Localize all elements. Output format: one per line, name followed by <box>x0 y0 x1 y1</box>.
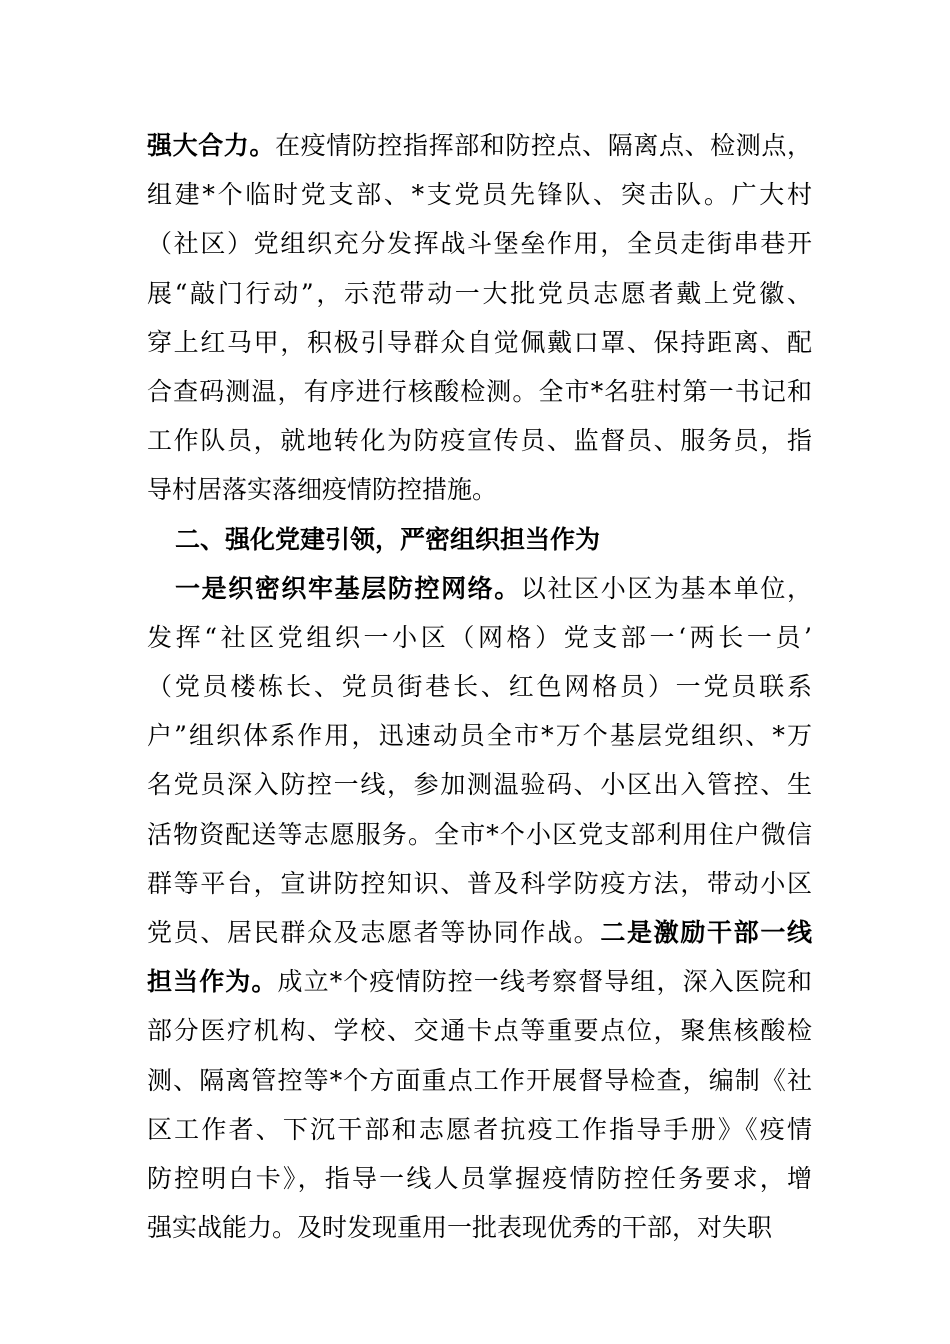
text-run: 展“敲门行动”，示范带动一大批党员志愿者戴上党徽、 <box>147 278 812 308</box>
text-run: 党员、居民群众及志愿者等协同作战。 <box>147 918 601 947</box>
text-run: 部分医疗机构、学校、交通卡点等重要点位，聚焦核酸检 <box>147 1016 812 1046</box>
text-run: 测、隔离管控等*个方面重点工作开展督导检查，编制《社 <box>147 1065 812 1095</box>
text-run: 在疫情防控指挥部和防控点、隔离点、检测点， <box>275 131 812 160</box>
bold-run: 一是织密织牢基层防控网络。 <box>175 573 521 603</box>
bold-run: 强大合力。 <box>147 131 275 160</box>
bold-run: 担当作为。 <box>147 967 278 997</box>
paragraph-1 <box>147 121 812 515</box>
text-run: 以社区小区为基本单位， <box>520 573 812 603</box>
bold-run: 二是激励干部一线 <box>600 918 812 947</box>
text-line <box>147 810 812 859</box>
text-run: 穿上红马甲，积极引导群众自觉佩戴口罩、保持距离、配 <box>147 327 812 357</box>
text-run: 区工作者、下沉干部和志愿者抗疫工作指导手册》《疫情 <box>147 1114 812 1144</box>
text-run: 防控明白卡》，指导一线人员掌握疫情防控任务要求，增 <box>147 1163 812 1193</box>
text-run: 群等平台，宣讲防控知识、普及科学防疫方法，带动小区 <box>147 868 812 898</box>
text-line <box>147 269 812 318</box>
text-run: 活物资配送等志愿服务。全市*个小区党支部利用住户微信 <box>147 819 812 849</box>
text-line <box>147 1006 812 1055</box>
text-line <box>147 416 812 465</box>
text-run: 成立*个疫情防控一线考察督导组，深入医院和 <box>277 967 812 997</box>
text-line <box>147 711 812 760</box>
text-run: 合查码测温，有序进行核酸检测。全市*名驻村第一书记和 <box>147 376 812 406</box>
text-run: 导村居落实落细疫情防控措施。 <box>147 475 498 505</box>
text-line <box>147 662 812 711</box>
text-line <box>147 1105 812 1154</box>
text-line <box>147 1203 812 1252</box>
text-run: 发挥“社区党组织一小区（网格）党支部一‘两长一员’ <box>147 622 812 652</box>
text-line <box>147 1056 812 1105</box>
text-line <box>147 564 812 613</box>
text-run: 名党员深入防控一线，参加测温验码、小区出入管控、生 <box>147 770 812 800</box>
text-line <box>147 170 812 219</box>
text-line <box>147 957 812 1006</box>
text-line <box>147 367 812 416</box>
text-line <box>147 318 812 367</box>
text-line <box>147 760 812 809</box>
section-heading: 二、强化党建引领，严密组织担当作为 <box>175 524 601 554</box>
text-run: （社区）党组织充分发挥战斗堡垒作用，全员走街串巷开 <box>147 229 812 259</box>
text-line <box>147 859 812 908</box>
text-line <box>147 1154 812 1203</box>
text-line <box>147 465 812 514</box>
text-run: 组建*个临时党支部、*支党员先锋队、突击队。广大村 <box>147 180 812 210</box>
text-run: 户”组织体系作用，迅速动员全市*万个基层党组织、*万 <box>147 721 812 751</box>
paragraph-2 <box>147 564 812 1253</box>
text-run: （党员楼栋长、党员街巷长、红色网格员）一党员联系 <box>147 672 812 702</box>
text-run: 强实战能力。及时发现重用一批表现优秀的干部，对失职 <box>147 1213 773 1243</box>
text-line <box>147 613 812 662</box>
text-run: 工作队员，就地转化为防疫宣传员、监督员、服务员，指 <box>147 426 812 456</box>
text-line <box>147 219 812 268</box>
text-line <box>147 908 812 957</box>
text-line <box>147 121 812 170</box>
